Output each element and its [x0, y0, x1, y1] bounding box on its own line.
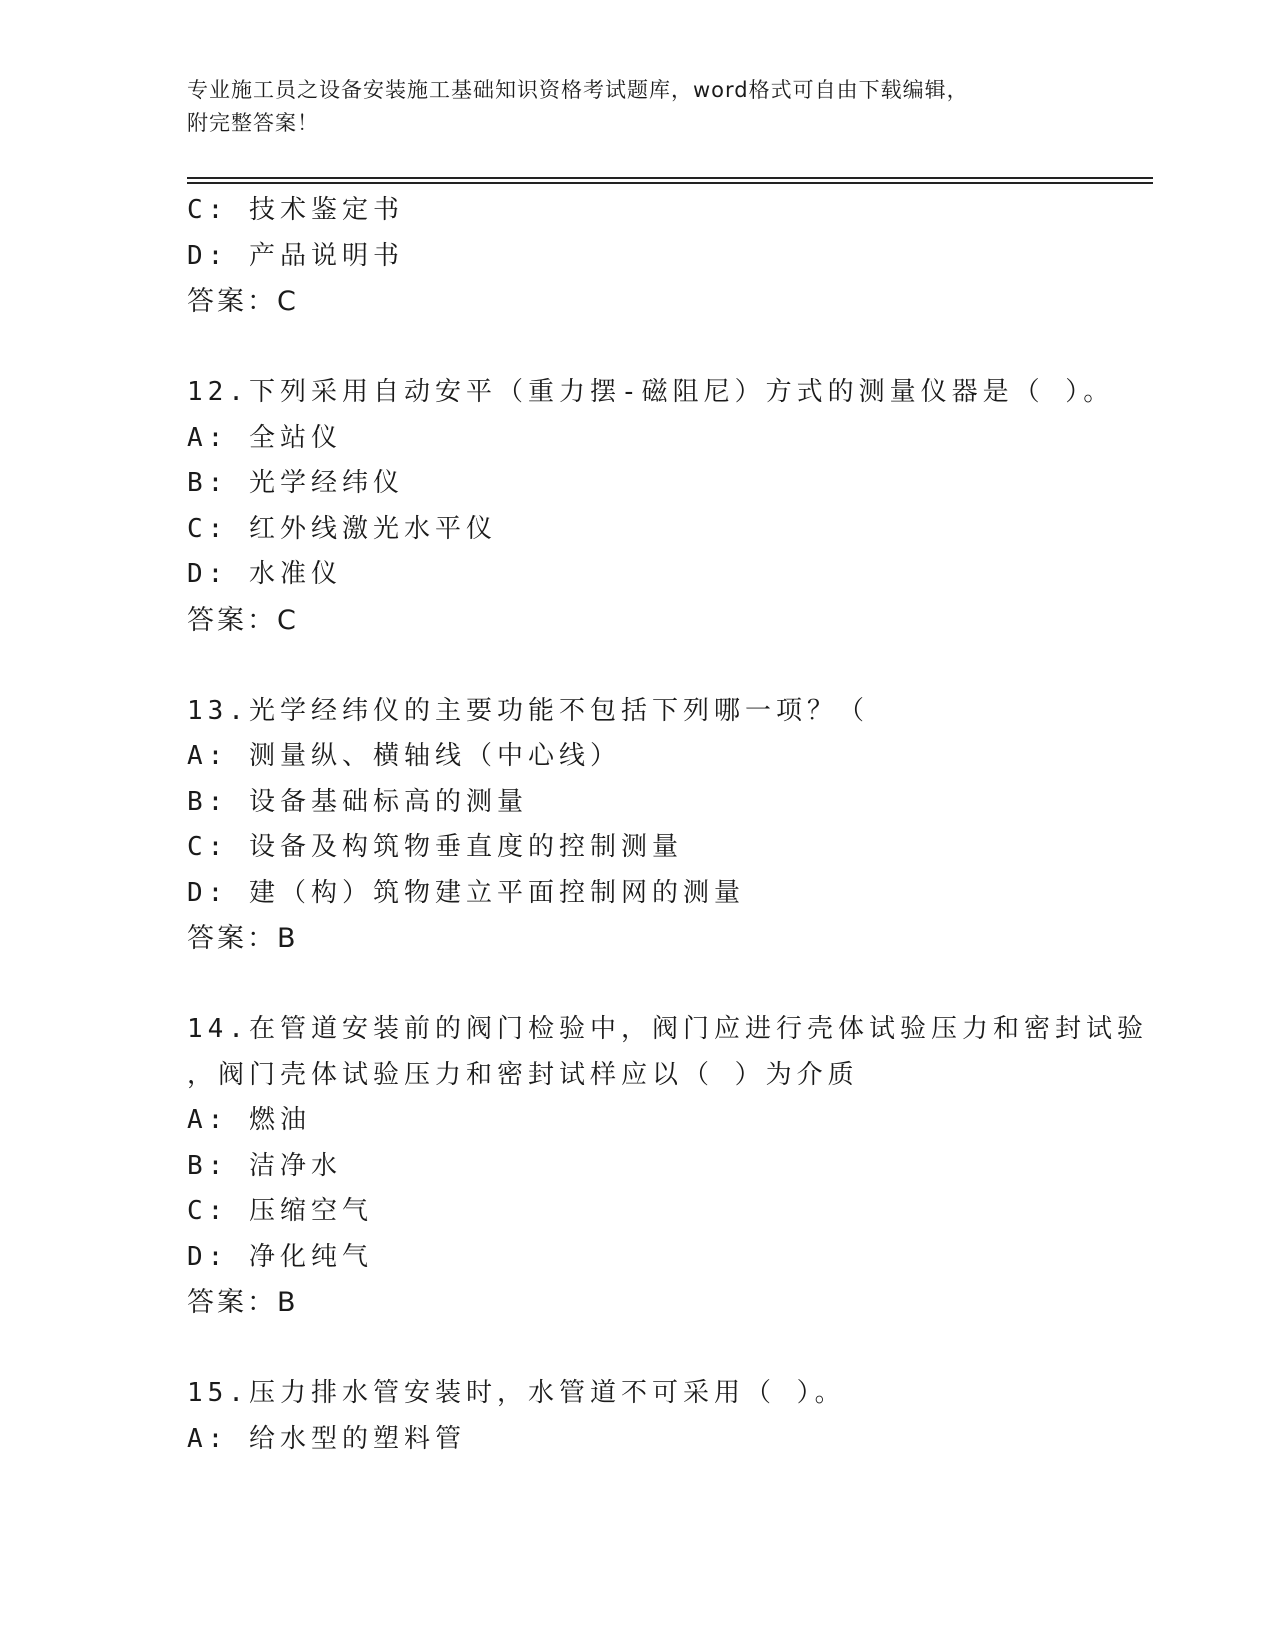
- option-line: D: 水准仪: [187, 559, 342, 589]
- header-divider-bottom: [187, 182, 1153, 184]
- option-line: D: 产品说明书: [187, 240, 404, 271]
- option-line: A: 燃油: [187, 1105, 311, 1135]
- option-line: B: 光学经纬仪: [187, 468, 404, 498]
- question-list: [187, 188, 1147, 1462]
- question-text: ，阀门壳体试验压力和密封试样应以（ ）为介质: [187, 1059, 859, 1090]
- spacer: [187, 325, 1147, 371]
- question-text: 14.在管道安装前的阀门检验中，阀门应进行壳体试验压力和密封试验: [187, 1014, 1148, 1044]
- option-line: A: 全站仪: [187, 422, 342, 453]
- header-divider-top: [187, 177, 1153, 179]
- option-line: B: 设备基础标高的测量: [187, 786, 528, 817]
- answer-line: 答案：C: [187, 286, 299, 317]
- option-line: C: 技术鉴定书: [187, 195, 404, 225]
- spacer: [187, 643, 1147, 689]
- option-line: C: 设备及构筑物垂直度的控制测量: [187, 832, 683, 862]
- header-line-2: 附完整答案！: [187, 111, 319, 135]
- answer-line: 答案：B: [187, 923, 299, 954]
- question-text: 15.压力排水管安装时，水管道不可采用（ ）。: [187, 1378, 846, 1408]
- option-line: D: 净化纯气: [187, 1241, 373, 1272]
- answer-line: 答案：B: [187, 1287, 299, 1318]
- answer-line: 答案：C: [187, 604, 299, 636]
- question-text: 13.光学经纬仪的主要功能不包括下列哪一项？（: [187, 695, 869, 726]
- option-line: D: 建（构）筑物建立平面控制网的测量: [187, 877, 745, 908]
- option-line: A: 给水型的塑料管: [187, 1423, 466, 1454]
- question-text: 12.下列采用自动安平（重力摆-磁阻尼）方式的测量仪器是（ ）。: [187, 377, 1115, 407]
- spacer: [187, 1326, 1147, 1372]
- option-line: A: 测量纵、横轴线（中心线）: [187, 741, 621, 771]
- spacer: [187, 962, 1147, 1008]
- option-line: C: 压缩空气: [187, 1196, 373, 1226]
- header-line-1: 专业施工员之设备安装施工基础知识资格考试题库，word格式可自由下载编辑，: [187, 78, 969, 102]
- document-header: [187, 74, 1087, 140]
- option-line: B: 洁净水: [187, 1150, 342, 1181]
- option-line: C: 红外线激光水平仪: [187, 513, 497, 544]
